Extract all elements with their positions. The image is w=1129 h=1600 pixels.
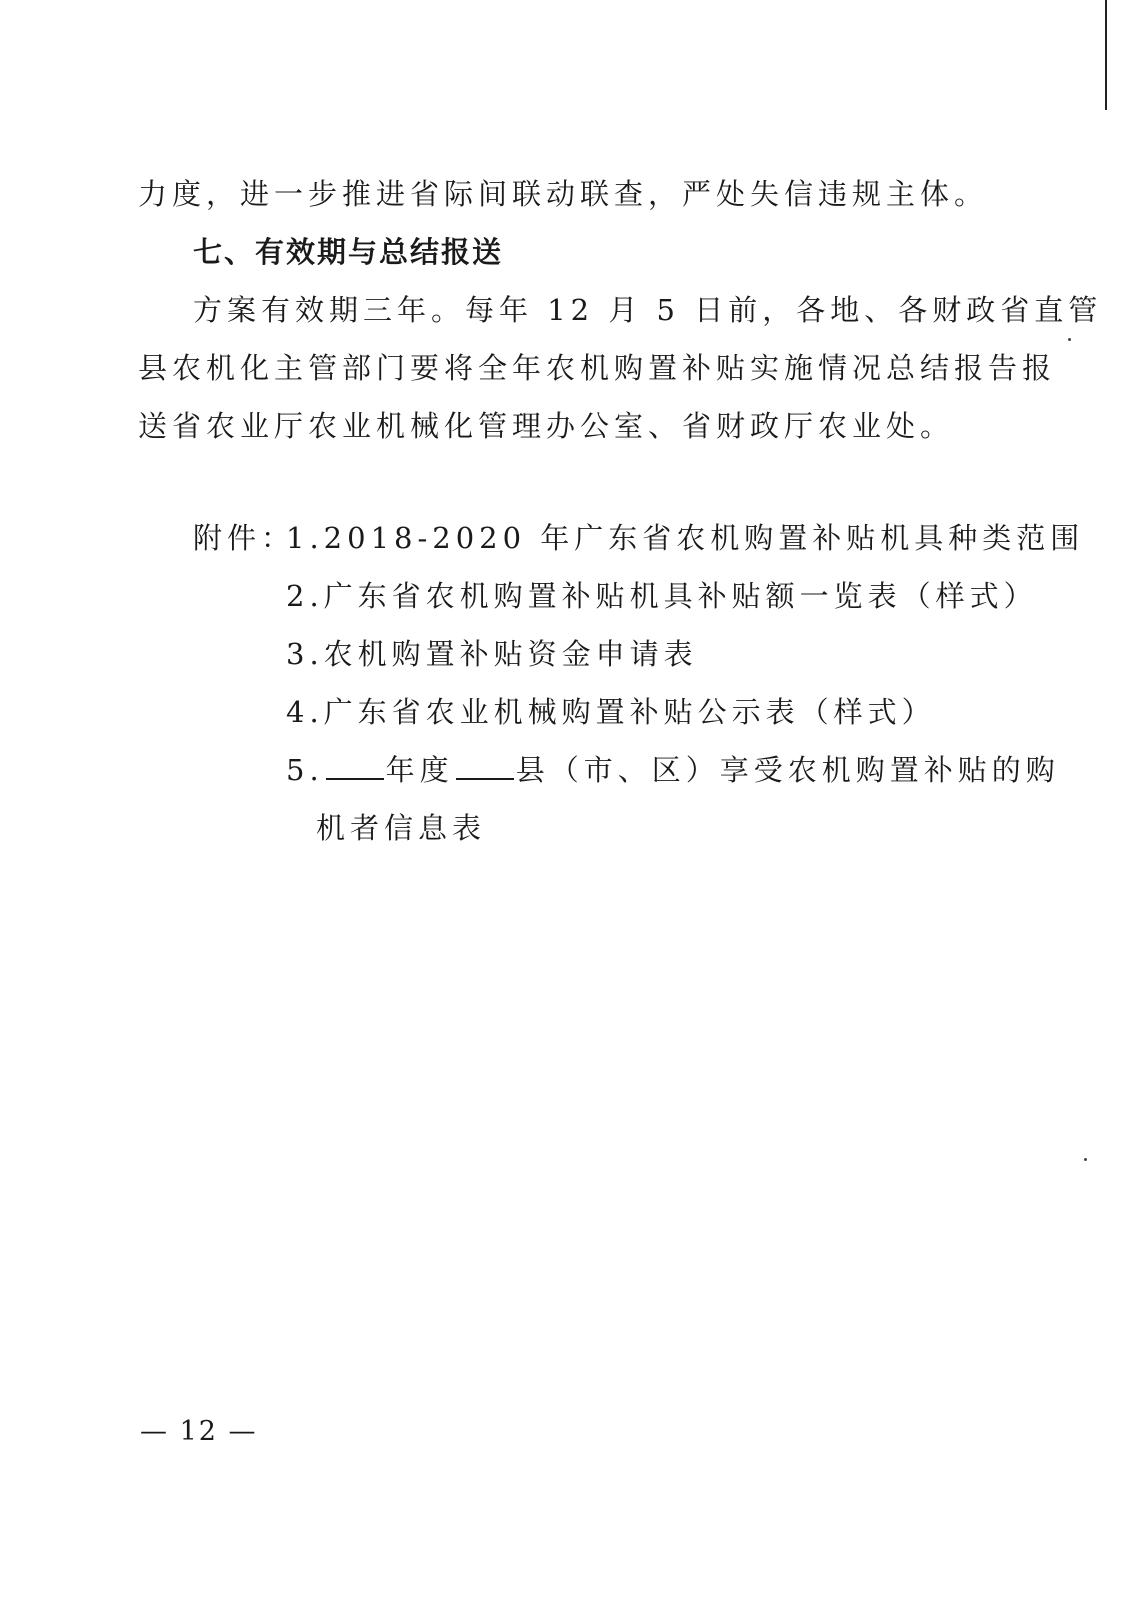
- attachment-item-1: 1.2018-2020 年广东省农机购置补贴机具种类范围: [286, 521, 1085, 555]
- section-heading: 七、有效期与总结报送: [193, 235, 504, 269]
- attachment-item-5-year-text: 年度: [385, 753, 454, 787]
- attachment-item-2: 2.广东省农机购置补贴机具补贴额一览表（样式）: [286, 579, 1038, 613]
- paragraph-line-3: 送省农业厅农业机械化管理办公室、省财政厅农业处。: [138, 409, 955, 443]
- scan-speck: [1068, 338, 1071, 341]
- paragraph-line-1: 方案有效期三年。每年 12 月 5 日前，各地、各财政省直管: [193, 293, 1103, 327]
- continuation-line: 力度，进一步推进省际间联动联查，严处失信违规主体。: [138, 177, 989, 211]
- fill-in-blank-year: [326, 750, 384, 780]
- attachment-item-4: 4.广东省农业机械购置补贴公示表（样式）: [286, 695, 936, 729]
- attachment-item-5-continuation: 机者信息表: [316, 811, 487, 845]
- paragraph-line-2: 县农机化主管部门要将全年农机购置补贴实施情况总结报告报: [138, 351, 1057, 385]
- attachment-item-5-county-text: 县（市、区）享受农机购置补贴的购: [515, 753, 1060, 787]
- fill-in-blank-county: [456, 750, 514, 780]
- attachment-item-5-prefix: 5.: [286, 753, 324, 787]
- scan-edge-line: [1105, 0, 1107, 110]
- scan-speck: [1084, 1158, 1087, 1161]
- attachments-label: 附件：: [193, 521, 296, 555]
- attachment-item-5: [286, 750, 1060, 790]
- attachment-item-3: 3.农机购置补贴资金申请表: [286, 637, 698, 671]
- page-number: — 12 —: [140, 1416, 258, 1447]
